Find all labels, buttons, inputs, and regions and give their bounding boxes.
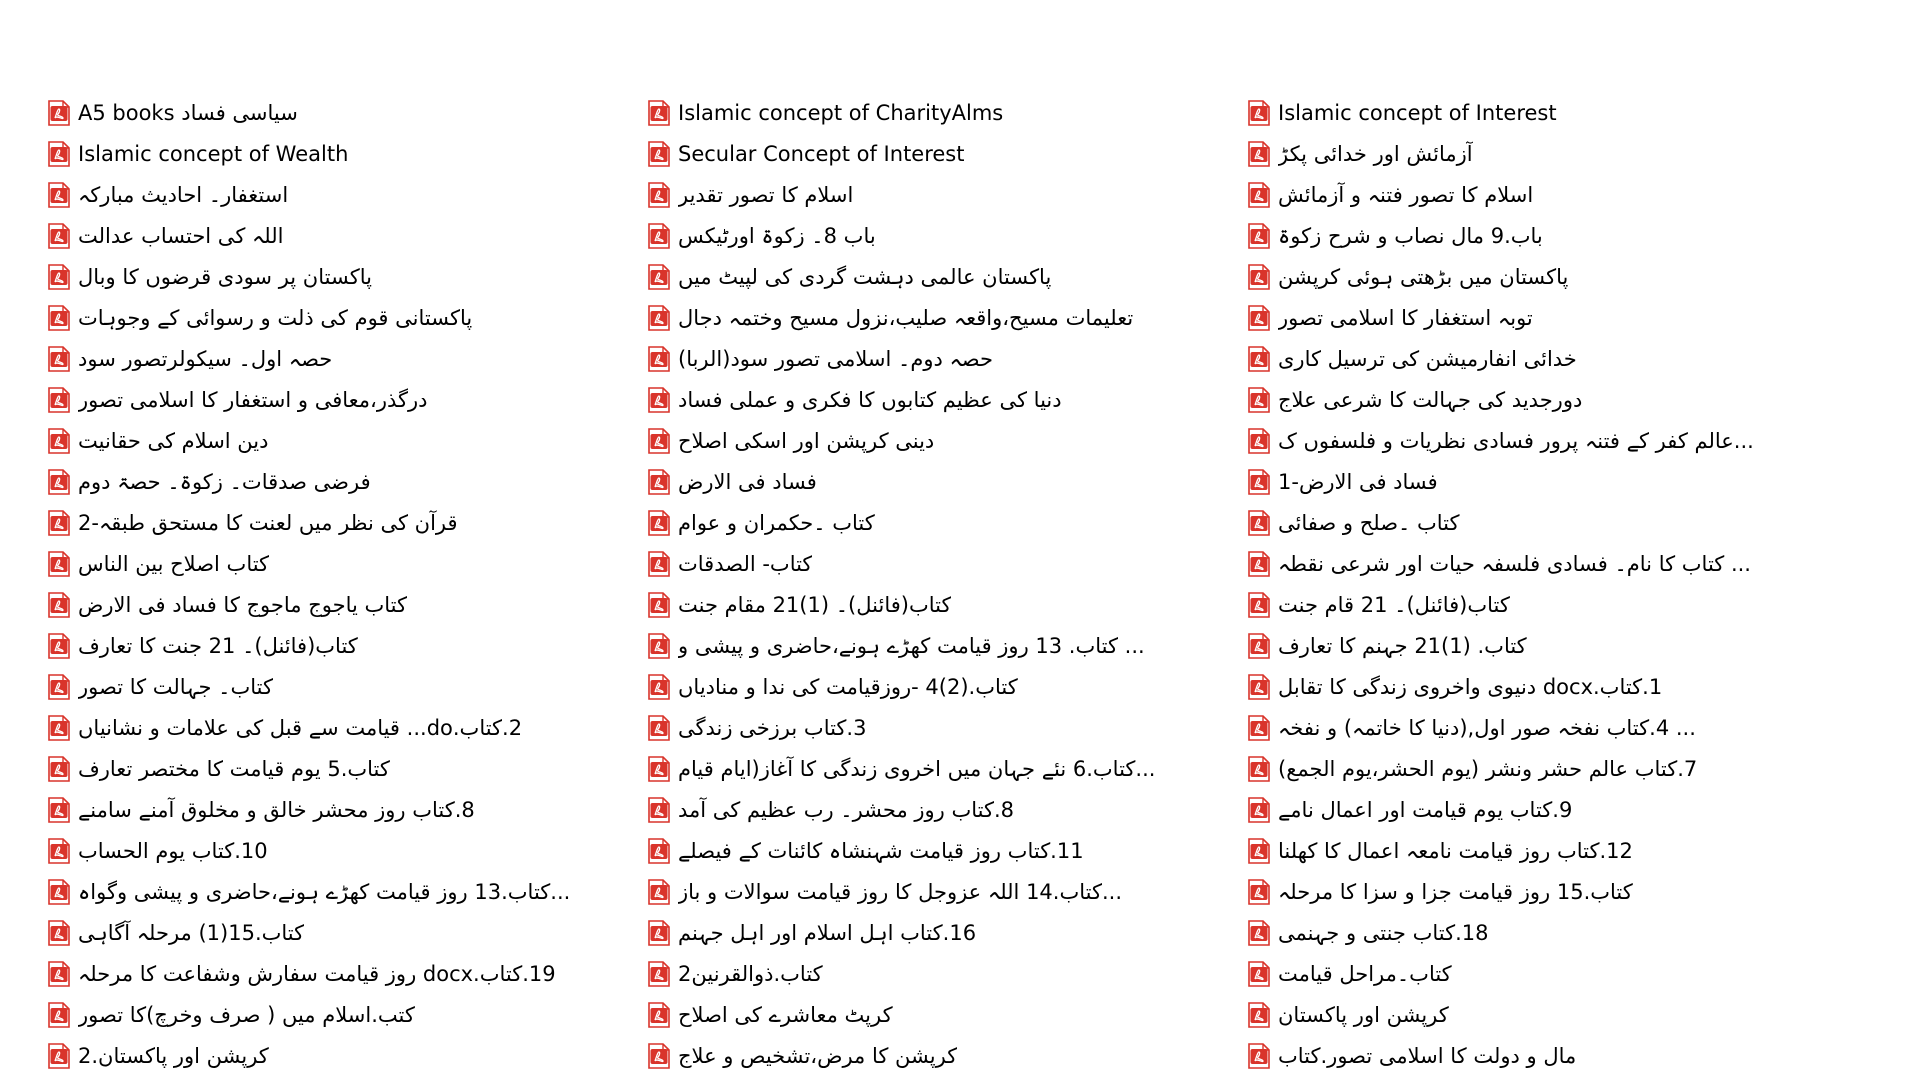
file-item[interactable] <box>648 543 1248 584</box>
file-item[interactable] <box>48 379 648 420</box>
file-name: باب.9 مال نصاب و شرح زکوۃ <box>1278 223 1543 248</box>
pdf-icon <box>48 551 78 577</box>
file-name: 10.کتاب یوم الحساب <box>78 838 268 863</box>
pdf-icon <box>1248 838 1278 864</box>
file-name: اسلام کا تصور فتنہ و آزمائش <box>1278 182 1534 207</box>
pdf-icon <box>1248 223 1278 249</box>
pdf-icon <box>1248 510 1278 536</box>
file-name: کتاب.ذوالقرنین2 <box>678 961 823 986</box>
file-item[interactable] <box>48 953 648 994</box>
file-name: 18.کتاب جنتی و جہنمی <box>1278 920 1489 945</box>
file-name: 3.کتاب برزخی زندگی <box>678 715 867 740</box>
file-item[interactable] <box>648 1035 1248 1076</box>
file-item[interactable] <box>1248 379 1848 420</box>
file-item[interactable] <box>648 502 1248 543</box>
file-item[interactable] <box>1248 953 1848 994</box>
file-name: پاکستان عالمی دہشت گردی کی لپیٹ میں <box>678 264 1052 289</box>
file-item[interactable] <box>648 707 1248 748</box>
file-name: دنیا کی عظیم کتابوں کا فکری و عملی فساد <box>678 387 1062 412</box>
file-name: Secular Concept of Interest <box>678 141 965 166</box>
file-item[interactable] <box>48 707 648 748</box>
file-item[interactable] <box>1248 174 1848 215</box>
file-item[interactable] <box>648 994 1248 1035</box>
file-item[interactable] <box>1248 543 1848 584</box>
file-item[interactable] <box>648 420 1248 461</box>
file-name: ...کتاب.6 نئے جہان میں اخروی زندگی کا آغاز(ایام قیام <box>678 756 1156 781</box>
pdf-icon <box>48 387 78 413</box>
pdf-icon <box>1248 961 1278 987</box>
pdf-icon <box>1248 264 1278 290</box>
file-item[interactable] <box>48 912 648 953</box>
pdf-icon <box>48 1043 78 1069</box>
pdf-icon <box>48 838 78 864</box>
pdf-icon <box>648 141 678 167</box>
pdf-icon <box>1248 469 1278 495</box>
file-item[interactable] <box>1248 994 1848 1035</box>
file-item[interactable] <box>48 748 648 789</box>
pdf-icon <box>48 879 78 905</box>
file-name: قرآن کی نظر میں لعنت کا مستحق طبقہ-2 <box>78 510 458 535</box>
file-item[interactable] <box>1248 133 1848 174</box>
pdf-icon <box>648 920 678 946</box>
file-item[interactable] <box>1248 256 1848 297</box>
pdf-icon <box>48 100 78 126</box>
file-name: 8.کتاب روز محشر خالق و مخلوق آمنے سامنے <box>78 797 475 822</box>
file-item[interactable] <box>648 666 1248 707</box>
file-item[interactable] <box>48 174 648 215</box>
file-item[interactable] <box>48 502 648 543</box>
file-name: مال و دولت کا اسلامی تصور.کتاب <box>1278 1043 1577 1068</box>
file-item[interactable] <box>648 215 1248 256</box>
file-name: Islamic concept of CharityAlms <box>678 100 1004 125</box>
file-name: کتاب- الصدقات <box>678 551 813 576</box>
file-item[interactable] <box>48 133 648 174</box>
pdf-icon <box>48 592 78 618</box>
pdf-icon <box>48 469 78 495</box>
pdf-icon <box>648 592 678 618</box>
file-item[interactable] <box>648 379 1248 420</box>
file-item[interactable] <box>1248 830 1848 871</box>
pdf-icon <box>48 305 78 331</box>
pdf-icon <box>48 674 78 700</box>
file-name: حصہ اول۔ سیکولرتصور سود <box>78 346 333 371</box>
file-name: کتاب ۔صلح و صفائی <box>1278 510 1460 535</box>
file-name: 19.کتاب.docx روز قیامت سفارش وشفاعت کا مرحلہ <box>78 961 556 986</box>
file-item[interactable] <box>48 830 648 871</box>
file-item[interactable] <box>48 1035 648 1076</box>
file-item[interactable] <box>1248 707 1848 748</box>
file-name: کتاب۔مراحل قیامت <box>1278 961 1452 986</box>
pdf-icon <box>648 961 678 987</box>
pdf-icon <box>648 346 678 372</box>
pdf-icon <box>1248 756 1278 782</box>
file-item[interactable] <box>648 584 1248 625</box>
pdf-icon <box>48 223 78 249</box>
file-name: ... کتاب. 13 روز قیامت کھڑے ہونے،حاضری و پیشی و <box>678 633 1145 658</box>
file-item[interactable] <box>648 133 1248 174</box>
pdf-icon <box>1248 1043 1278 1069</box>
file-name: حصہ دوم۔ اسلامی تصور سود(الربا) <box>678 346 993 371</box>
file-item[interactable] <box>1248 912 1848 953</box>
file-name: A5 books سیاسی فساد <box>78 100 298 125</box>
file-name: درگذر،معافی و استغفار کا اسلامی تصور <box>78 387 428 412</box>
file-name: کتاب. (1)21 جہنم کا تعارف <box>1278 633 1527 658</box>
file-name: فساد فی الارض-1 <box>1278 469 1438 494</box>
file-name: ...کتاب.13 روز قیامت کھڑے ہونے،حاضری و پیشی وگواہ <box>78 879 571 904</box>
file-name: اللہ کی احتساب عدالت <box>78 223 284 248</box>
pdf-icon <box>648 510 678 536</box>
file-name: دورجدید کی جہالت کا شرعی علاج <box>1278 387 1583 412</box>
file-name: کتاب(فائنل)۔ 21 قام جنت <box>1278 592 1510 617</box>
file-item[interactable] <box>648 338 1248 379</box>
file-item[interactable] <box>48 297 648 338</box>
file-name: استغفار۔ احادیث مبارکہ <box>78 182 289 207</box>
file-name: کرپشن کا مرض،تشخیص و علاج <box>678 1043 958 1068</box>
file-name: 7.کتاب عالم حشر ونشر (یوم الحشر،یوم الجمع) <box>1278 756 1698 781</box>
pdf-icon <box>48 797 78 823</box>
file-item[interactable] <box>648 830 1248 871</box>
file-item[interactable] <box>648 256 1248 297</box>
file-name: 1.کتاب.docx دنیوی واخروی زندگی کا تقابل <box>1278 674 1663 699</box>
pdf-icon <box>648 182 678 208</box>
pdf-icon <box>648 387 678 413</box>
pdf-icon <box>48 920 78 946</box>
file-name: اسلام کا تصور تقدیر <box>678 182 854 207</box>
file-name: ... 4.کتاب نفخہ صور اول,(دنیا کا خاتمہ) و نفخہ <box>1278 715 1696 740</box>
pdf-icon <box>648 428 678 454</box>
file-item[interactable] <box>1248 502 1848 543</box>
pdf-icon <box>1248 182 1278 208</box>
file-item[interactable] <box>48 420 648 461</box>
pdf-icon <box>648 100 678 126</box>
pdf-icon <box>48 715 78 741</box>
file-item[interactable] <box>48 338 648 379</box>
file-name: پاکستان پر سودی قرضوں کا وبال <box>78 264 372 289</box>
file-name: کرپشن اور پاکستان <box>1278 1002 1449 1027</box>
pdf-icon <box>648 469 678 495</box>
pdf-icon <box>1248 797 1278 823</box>
file-item[interactable] <box>48 215 648 256</box>
pdf-icon <box>648 756 678 782</box>
file-name: دینی کرپشن اور اسکی اصلاح <box>678 428 935 453</box>
file-item[interactable] <box>1248 297 1848 338</box>
pdf-icon <box>48 182 78 208</box>
file-item[interactable] <box>1248 871 1848 912</box>
file-list <box>48 92 1848 1076</box>
file-item[interactable] <box>648 92 1248 133</box>
file-name: کتاب.(2)4 -روزقیامت کی ندا و منادیاں <box>678 674 1018 699</box>
file-name: آزمائش اور خدائی پکڑ <box>1278 141 1473 166</box>
file-item[interactable] <box>648 625 1248 666</box>
file-item[interactable] <box>648 912 1248 953</box>
file-item[interactable] <box>1248 1035 1848 1076</box>
file-name: کتاب(فائنل)۔ (1)21 مقام جنت <box>678 592 952 617</box>
pdf-icon <box>48 141 78 167</box>
file-item[interactable] <box>48 584 648 625</box>
file-name: 11.کتاب روز قیامت شہنشاہ کائنات کے فیصلے <box>678 838 1084 863</box>
pdf-icon <box>1248 100 1278 126</box>
pdf-icon <box>648 223 678 249</box>
file-item[interactable] <box>1248 92 1848 133</box>
file-item[interactable] <box>48 871 648 912</box>
file-item[interactable] <box>48 543 648 584</box>
pdf-icon <box>648 838 678 864</box>
file-name: ...عالم کفر کے فتنہ پرور فسادی نظریات و فلسفوں ک <box>1278 428 1754 453</box>
pdf-icon <box>1248 674 1278 700</box>
file-name: دین اسلام کی حقانیت <box>78 428 269 453</box>
file-item[interactable] <box>648 871 1248 912</box>
pdf-icon <box>648 1043 678 1069</box>
pdf-icon <box>1248 551 1278 577</box>
file-item[interactable] <box>1248 215 1848 256</box>
file-name: فساد فی الارض <box>678 469 817 494</box>
pdf-icon <box>648 1002 678 1028</box>
file-item[interactable] <box>1248 666 1848 707</box>
file-name: ...کتاب.14 اللہ عزوجل کا روز قیامت سوالات و باز <box>678 879 1123 904</box>
file-item[interactable] <box>48 994 648 1035</box>
file-name: ... کتاب کا نام۔ فسادی فلسفہ حیات اور شرعی نقطہ <box>1278 551 1751 576</box>
pdf-icon <box>1248 141 1278 167</box>
file-item[interactable] <box>48 666 648 707</box>
pdf-icon <box>1248 1002 1278 1028</box>
file-name: 2.کتاب.do... قیامت سے قبل کی علامات و نشانیاں <box>78 715 523 740</box>
file-name: باب 8۔ زکوۃ اورٹیکس <box>678 223 876 248</box>
file-item[interactable] <box>648 748 1248 789</box>
file-item[interactable] <box>648 789 1248 830</box>
pdf-icon <box>48 961 78 987</box>
file-name: کتب.اسلام میں ( صرف وخرچ)کا تصور <box>78 1002 415 1027</box>
pdf-icon <box>1248 920 1278 946</box>
pdf-icon <box>48 633 78 659</box>
pdf-icon <box>1248 592 1278 618</box>
pdf-icon <box>1248 715 1278 741</box>
file-item[interactable] <box>48 625 648 666</box>
file-item[interactable] <box>1248 789 1848 830</box>
file-name: تعلیمات مسیح،واقعہ صلیب،نزول مسیح وختمہ دجال <box>678 305 1134 330</box>
pdf-icon <box>48 756 78 782</box>
file-name: 12.کتاب روز قیامت نامعہ اعمال کا کھلنا <box>1278 838 1633 863</box>
file-item[interactable] <box>648 174 1248 215</box>
file-name: کتاب.5 یوم قیامت کا مختصر تعارف <box>78 756 390 781</box>
file-item[interactable] <box>648 953 1248 994</box>
file-name: کتاب یاجوج ماجوج کا فساد فی الارض <box>78 592 408 617</box>
file-item[interactable] <box>1248 338 1848 379</box>
pdf-icon <box>648 551 678 577</box>
file-item[interactable] <box>1248 420 1848 461</box>
file-item[interactable] <box>1248 748 1848 789</box>
file-name: توبہ استغفار کا اسلامی تصور <box>1278 305 1533 330</box>
pdf-icon <box>648 633 678 659</box>
file-name: 8.کتاب روز محشر۔ رب عظیم کی آمد <box>678 797 1015 822</box>
pdf-icon <box>648 715 678 741</box>
pdf-icon <box>48 510 78 536</box>
file-name: 9.کتاب یوم قیامت اور اعمال نامے <box>1278 797 1573 822</box>
file-item[interactable] <box>48 789 648 830</box>
file-name: کتاب اصلاح بین الناس <box>78 551 270 576</box>
pdf-icon <box>648 797 678 823</box>
file-name: کتاب ۔حکمران و عوام <box>678 510 875 535</box>
pdf-icon <box>1248 879 1278 905</box>
file-name: کتاب۔ جہالت کا تصور <box>78 674 273 699</box>
file-item[interactable] <box>1248 461 1848 502</box>
file-item[interactable] <box>48 461 648 502</box>
file-name: Islamic concept of Interest <box>1278 100 1557 125</box>
pdf-icon <box>1248 305 1278 331</box>
pdf-icon <box>648 305 678 331</box>
pdf-icon <box>648 879 678 905</box>
pdf-icon <box>48 1002 78 1028</box>
file-name: 16.کتاب اہل اسلام اور اہل جہنم <box>678 920 977 945</box>
pdf-icon <box>1248 346 1278 372</box>
file-item[interactable] <box>1248 584 1848 625</box>
file-name: کرپٹ معاشرے کی اصلاح <box>678 1002 893 1027</box>
file-name: Islamic concept of Wealth <box>78 141 349 166</box>
file-name: کتاب.15(1) مرحلہ آگاہی <box>78 920 305 945</box>
pdf-icon <box>1248 633 1278 659</box>
pdf-icon <box>48 264 78 290</box>
file-name: کتاب.15 روز قیامت جزا و سزا کا مرحلہ <box>1278 879 1633 904</box>
file-name: پاکستان میں بڑھتی ہوئی کرپشن <box>1278 264 1569 289</box>
pdf-icon <box>648 264 678 290</box>
pdf-icon <box>648 674 678 700</box>
file-name: کتاب(فائنل)۔ 21 جنت کا تعارف <box>78 633 358 658</box>
file-name: پاکستانی قوم کی ذلت و رسوائی کے وجوہات <box>78 305 473 330</box>
file-item[interactable] <box>48 256 648 297</box>
pdf-icon <box>1248 387 1278 413</box>
file-name: فرضی صدقات۔ زکوۃ۔ حصۃ دوم <box>78 469 371 494</box>
file-item[interactable] <box>648 461 1248 502</box>
pdf-icon <box>48 346 78 372</box>
file-name: کرپشن اور پاکستان.2 <box>78 1043 269 1068</box>
file-name: خدائی انفارمیشن کی ترسیل کاری <box>1278 346 1577 371</box>
file-item[interactable] <box>1248 625 1848 666</box>
file-item[interactable] <box>48 92 648 133</box>
pdf-icon <box>1248 428 1278 454</box>
pdf-icon <box>48 428 78 454</box>
file-item[interactable] <box>648 297 1248 338</box>
